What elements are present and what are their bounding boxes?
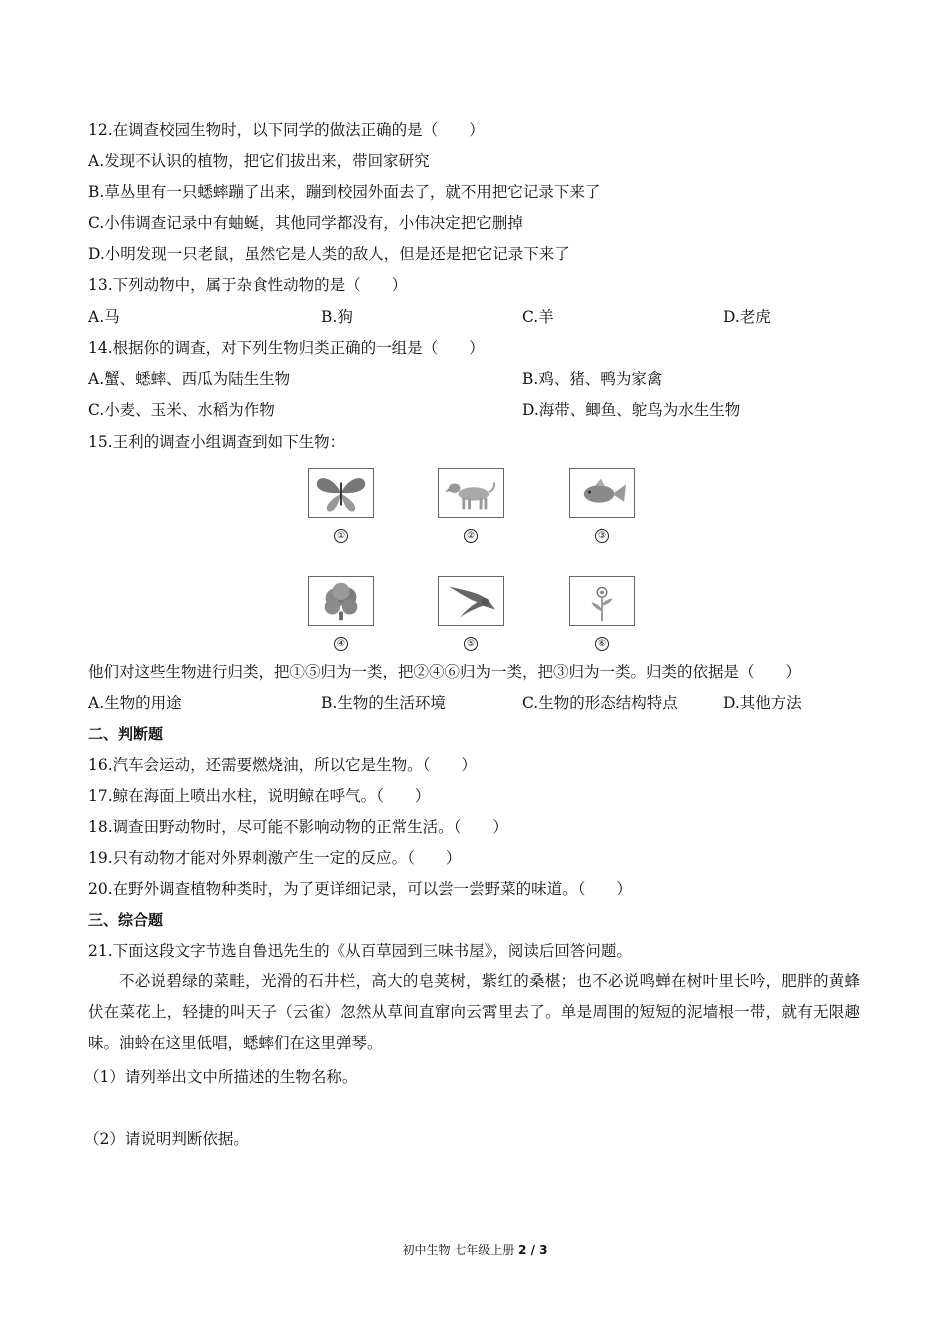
q21-sub2: （2）请说明判断依据。: [84, 1130, 249, 1148]
q12-option-c: C.小伟调查记录中有蚰蜒，其他同学都没有，小伟决定把它删掉: [88, 214, 523, 232]
section-heading-comprehensive: 三、综合题: [88, 911, 164, 929]
q15-label-2: ②: [461, 526, 481, 542]
q15-option-d: D.其他方法: [723, 694, 802, 712]
q15-option-a: A.生物的用途: [88, 694, 182, 712]
q15-label-6: ⑥: [592, 634, 612, 650]
page-number: 2 / 3: [518, 1243, 548, 1257]
q13-option-d: D.老虎: [723, 308, 771, 326]
section-heading-judgement: 二、判断题: [88, 725, 164, 743]
q15-label-5: ⑤: [461, 634, 481, 650]
q21-passage: 不必说碧绿的菜畦，光滑的石井栏，高大的皂荚树，紫红的桑椹；也不必说鸣蝉在树叶里长吟，肥胖的黄蜂伏在菜花上，轻捷的叫天子（云雀）忽然从草间直窜向云霄里去了。单是周围的短短的泥墙根一带，就有无限趣味。油蛉在这里低唱，蟋蟀们在这里弹琴。: [88, 972, 860, 1052]
butterfly-icon: [308, 468, 374, 518]
flower-icon: [569, 576, 635, 626]
q12-option-b: B.草丛里有一只蟋蟀蹦了出来，蹦到校园外面去了，就不用把它记录下来了: [88, 183, 601, 201]
q13-option-b: B.狗: [321, 308, 353, 326]
q13-stem: 13.下列动物中，属于杂食性动物的是（ ）: [88, 276, 408, 294]
q14-option-a: A.蟹、蟋蟀、西瓜为陆生生物: [88, 370, 291, 388]
page-footer: [0, 1241, 950, 1258]
q15-option-b: B.生物的生活环境: [321, 694, 446, 712]
q14-stem: 14.根据你的调查，对下列生物归类正确的一组是（ ）: [88, 339, 485, 357]
q20: 20.在野外调查植物种类时，为了更详细记录，可以尝一尝野菜的味道。（ ）: [88, 880, 632, 898]
q17: 17.鲸在海面上喷出水柱，说明鲸在呼气。（ ）: [88, 787, 431, 805]
dog-icon: [438, 468, 504, 518]
q15-label-3: ③: [592, 526, 612, 542]
q12-option-a: A.发现不认识的植物，把它们拔出来，带回家研究: [88, 152, 430, 170]
q16: 16.汽车会运动，还需要燃烧油，所以它是生物。（ ）: [88, 756, 477, 774]
q15-stem: 15.王利的调查小组调查到如下生物：: [88, 433, 346, 451]
q19: 19.只有动物才能对外界刺激产生一定的反应。（ ）: [88, 849, 462, 867]
q21-sub1: （1）请列举出文中所描述的生物名称。: [84, 1068, 358, 1086]
fish-icon: [569, 468, 635, 518]
swallow-icon: [438, 576, 504, 626]
q13-option-a: A.马: [88, 308, 120, 326]
q14-option-c: C.小麦、玉米、水稻为作物: [88, 401, 275, 419]
q15-label-4: ④: [331, 634, 351, 650]
q15-option-c: C.生物的形态结构特点: [522, 694, 678, 712]
tree-icon: [308, 576, 374, 626]
q12-stem: 12.在调查校园生物时，以下同学的做法正确的是（ ）: [88, 121, 485, 139]
q15-label-1: ①: [331, 526, 351, 542]
q14-option-b: B.鸡、猪、鸭为家禽: [522, 370, 663, 388]
q12-option-d: D.小明发现一只老鼠，虽然它是人类的敌人，但是还是把它记录下来了: [88, 245, 570, 263]
q15-followup: 他们对这些生物进行归类，把①⑤归为一类，把②④⑥归为一类，把③归为一类。归类的依据是（ ）: [88, 663, 802, 681]
footer-text: 初中生物 七年级上册: [402, 1243, 519, 1257]
q14-option-d: D.海带、鲫鱼、鸵鸟为水生生物: [522, 401, 741, 419]
q18: 18.调查田野动物时，尽可能不影响动物的正常生活。（ ）: [88, 818, 508, 836]
q21-stem: 21.下面这段文字节选自鲁迅先生的《从百草园到三味书屋》，阅读后回答问题。: [88, 942, 632, 960]
q13-option-c: C.羊: [522, 308, 554, 326]
